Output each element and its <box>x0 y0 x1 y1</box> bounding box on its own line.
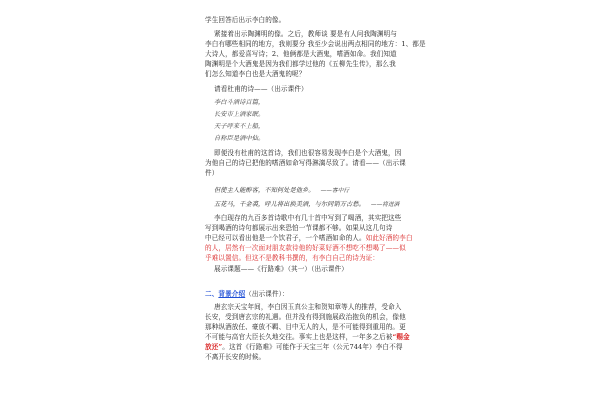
quote-line <box>214 186 349 196</box>
quote-author: ——将进酒 <box>370 202 400 208</box>
highlight-text: 如此好酒的李白 <box>365 234 413 242</box>
paragraph-line: 即便没有杜甫的这首诗，我们也很容易发现李白是个大酒鬼，因 <box>214 149 402 157</box>
text-span: 。这首《行路难》可能作于天宝三年（公元744年）李白不得 <box>222 343 403 351</box>
paragraph-line <box>205 333 410 342</box>
quote-text: 但使主人能醉客，不知何处是他乡。 <box>214 187 315 194</box>
paragraph-line: 唐玄宗天宝年间，李白因玉真公主和贺知章等人的推荐，受命入 <box>214 303 402 311</box>
text-span: 中已经可以看出他是一个饮君子，一个嗜酒如命的人。 <box>205 234 366 242</box>
highlight-line: 乎难以置信。但这不是教科书撰的，有李白自己的诗为证： <box>205 254 380 262</box>
paragraph-line: 不离开长安的时候。 <box>205 353 266 361</box>
highlight-line: 的人，居然有一次面对朋友款待他的好菜好酒不想吃不想喝了——似 <box>205 244 406 252</box>
paragraph-line: 长安，受到唐玄宗的礼遇。但并没有得到施展政治抱负的机会，像他 <box>205 313 406 321</box>
paragraph-line: 李白现存的九百多首诗歌中有几十首中写到了喝酒，其实把这些 <box>214 214 402 222</box>
poem-line: 天子呼来不上船， <box>214 123 265 130</box>
paragraph-line: 大诗人，都爱喜写诗；2、他俩都是大酒鬼，嗜酒如命。我们知道 <box>205 50 397 58</box>
highlight-text: “赐金 <box>392 333 410 341</box>
paragraph-line: 写到喝酒的诗句都展示出来恐怕一节课都不够。如果从这几句诗 <box>205 224 393 232</box>
text-span: 不可能与高官大臣长久地交往。事实上也是这样，一年多之后被 <box>205 333 393 341</box>
paragraph-line: 展示课题——《行路难》（其一）（出示课件） <box>214 265 348 273</box>
quote-text: 五花马，千金裘，呼儿将出换美酒，与尔同销万古愁。 <box>214 201 365 208</box>
paragraph-line: 陶渊明是个大酒鬼是因为我们都学过他的《五柳先生传》，那么我 <box>205 60 396 68</box>
paragraph-line: 那种纵酒放任、豪放不羁、目中无人的人，是不可能得到重用的。更 <box>205 323 406 331</box>
paragraph-line: 们怎么知道李白也是大酒鬼的呢？ <box>205 70 306 78</box>
heading-suffix: （出示课件）： <box>245 290 289 298</box>
paragraph-line: 学生回答后出示李白的像。 <box>205 16 286 24</box>
quote-author: ——客中行 <box>320 188 350 194</box>
paragraph-line: 件） <box>205 169 219 177</box>
poem-line: 李白斗酒诗百篇， <box>214 99 265 106</box>
section-heading <box>205 290 289 299</box>
paragraph-line: 紧接着出示陶渊明的像。之后，教师谈 要是有人问我陶渊明与 <box>214 30 397 38</box>
poem-line: 自称臣是酒中仙。 <box>214 135 265 142</box>
heading-title: 背景介绍 <box>218 290 246 298</box>
quote-line <box>214 200 399 210</box>
highlight-text: 放还” <box>205 343 223 351</box>
paragraph-line <box>205 234 413 243</box>
paragraph-line: 为他自己的诗已把他的嗜酒如命写得淋漓尽致了。请看——（出示课 <box>205 159 406 167</box>
paragraph-line: 请看杜甫的诗——（出示课件） <box>214 85 308 93</box>
paragraph-line <box>205 343 403 352</box>
heading-prefix: 二、 <box>205 290 219 298</box>
poem-line: 长安市上酒家眠。 <box>214 111 265 118</box>
paragraph-line: 李白有哪些相同的地方，我则要分 我至少会说出两点相同的地方：1、都是 <box>205 40 426 48</box>
